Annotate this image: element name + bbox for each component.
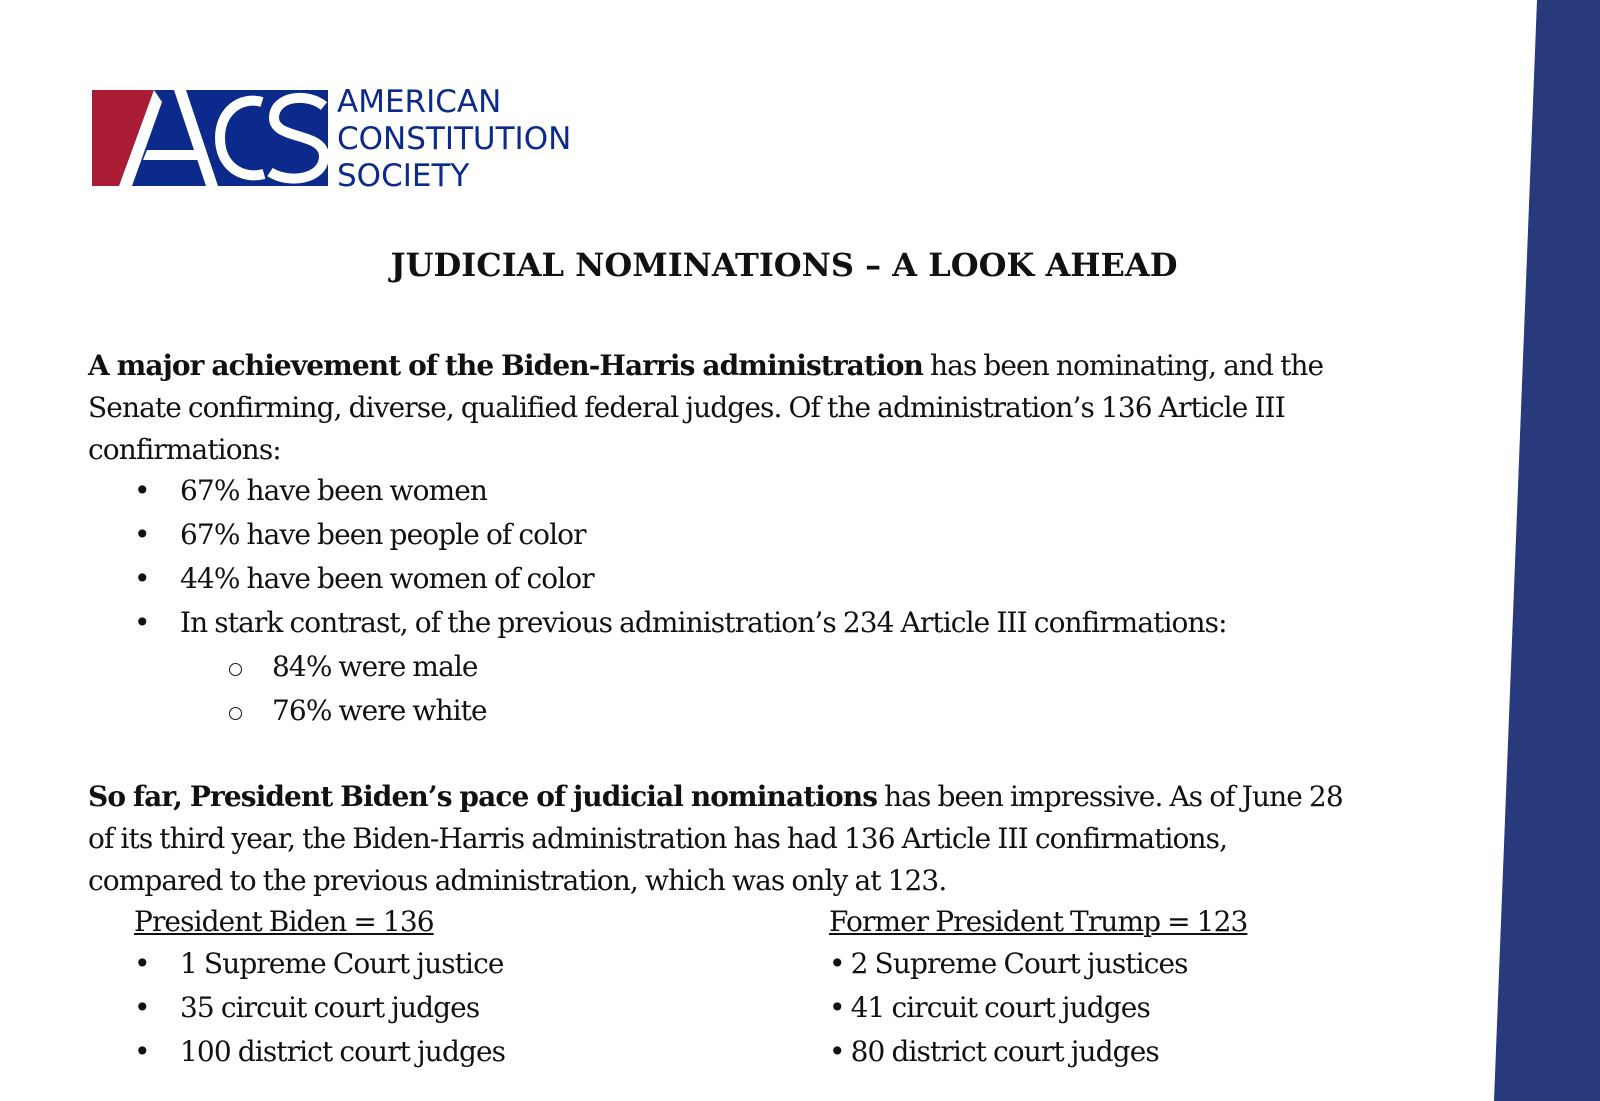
list-item: • 35 circuit court judges (0, 986, 1400, 1030)
intro-body: has been nominating, and the Senate confirming, diverse, qualified federal judges. Of the administration’s 136 Article III confirmations: (88, 349, 1324, 466)
list-item: • 100 district court judges (0, 1030, 1400, 1074)
bullet-glyph: • (829, 1035, 845, 1068)
list-item (829, 942, 1188, 986)
bullet-glyph: • (829, 947, 845, 980)
sub-list-item: 84% were male (0, 645, 1400, 689)
list-item (829, 1030, 1188, 1074)
list-item: • 67% have been women (0, 469, 1400, 513)
list-item-text: 41 circuit court judges (850, 991, 1150, 1024)
intro-lead: A major achievement of the Biden-Harris administration (88, 349, 923, 382)
list-item (829, 986, 1188, 1030)
list-item: • 44% have been women of color (0, 557, 1400, 601)
page-title: JUDICIAL NOMINATIONS – A LOOK AHEAD (390, 246, 1178, 284)
trump-confirmations-list (829, 942, 1188, 1074)
bullet-glyph: • (829, 991, 845, 1024)
pace-lead: So far, President Biden’s pace of judicial nominations (88, 780, 878, 813)
list-item-text: 80 district court judges (850, 1035, 1159, 1068)
list-item: • 67% have been people of color (0, 513, 1400, 557)
intro-paragraph (88, 345, 1368, 471)
logo-line-1: AMERICAN (337, 84, 502, 120)
acs-logo (92, 84, 592, 194)
list-item: • In stark contrast, of the previous administration’s 234 Article III confirmations: (0, 601, 1400, 645)
sub-list-item: 76% were white (0, 689, 1400, 733)
logo-wordmark (337, 84, 571, 195)
pace-body: has been impressive. As of June 28 of its third year, the Biden-Harris administration has had 136 Article III confirmations, compared to the previous administration, which was only at 123. (88, 780, 1343, 897)
logo-line-2: CONSTITUTION (337, 121, 572, 157)
list-item: • 1 Supreme Court justice (0, 942, 1400, 986)
trump-column-heading: Former President Trump = 123 (829, 905, 1248, 938)
biden-column-heading: President Biden = 136 (134, 905, 434, 938)
list-item-text: 2 Supreme Court justices (850, 947, 1188, 980)
logo-line-3: SOCIETY (337, 158, 470, 194)
pace-paragraph (88, 776, 1368, 902)
stats-list (0, 469, 1400, 733)
acs-logo-mark (92, 88, 328, 186)
biden-confirmations-list (0, 942, 1400, 1074)
